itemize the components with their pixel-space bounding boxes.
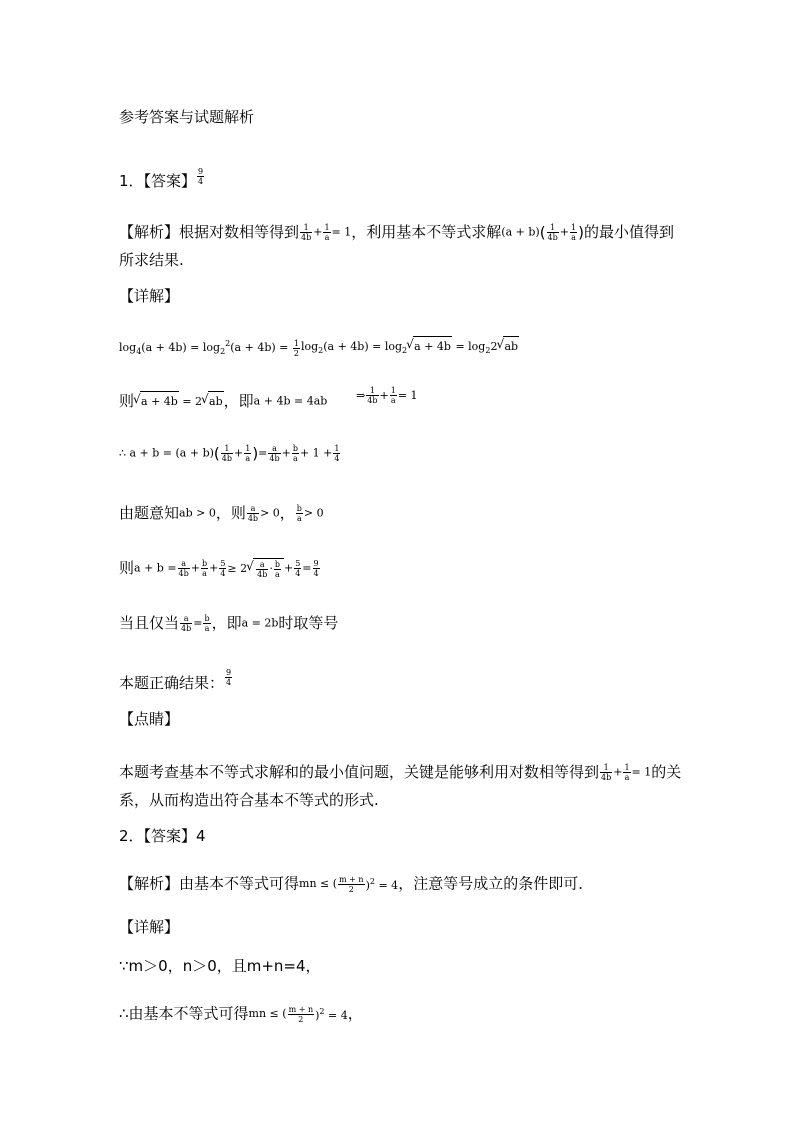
q1-sum-expansion: ∴ a + b = (a + b)( $\frac{1}{4b}$ + $\frac{1}{a}$ )= $\frac{a}{4b}$ + $\frac{b}{a}$ + 1 + $\frac{1}{4}$: [119, 444, 340, 463]
q1-answer: [119, 167, 699, 191]
q1-point-line2: 系，从而构造出符合基本不等式的形式.: [119, 791, 379, 809]
q1-point-heading: 【点睛】: [119, 710, 180, 728]
q1-analysis: 【解析】根据对数相等得到 $\frac{1}{4b}$ + $\frac{1}{a}$ = 1，利用基本不等式求解(a + b)( $\frac{1}{4b}$ + $\frac{1}{a}$ )的最小值得到: [119, 223, 674, 242]
q2-detail-heading: 【详解】: [119, 918, 180, 936]
q2-given: ∵m＞0，n＞0，且m+n=4，: [119, 957, 321, 975]
q1-known-condition: 由题意知ab > 0，则 $\frac{a}{4b}$ > 0， $\frac{b}{a}$ > 0: [119, 504, 324, 523]
q1-then-line: 则√ a + 4b = 2√ ab，即a + 4b = 4ab ⇒ $\frac{1}{4b}$ + $\frac{1}{a}$ $^{= 1}$: [119, 391, 699, 412]
q1-result: 本题正确结果： $\frac{9}{4}$: [119, 668, 232, 692]
formula-fraction: $\frac{1}{4b}$: [301, 223, 312, 242]
formula-inline: (a + b): [501, 225, 540, 239]
q2-answer: 2．【答案】4: [119, 827, 206, 845]
q1-label: 1．【答案】: [119, 172, 197, 190]
q1-inequality: 则a + b = $\frac{a}{4b}$ + $\frac{b}{a}$ + $\frac{5}{4}$ ≥ 2 √ $\frac{a}{4b}$ · $\frac{b}{a}$ + $\frac{5}{4}$ = $\frac{9}{4}$: [119, 558, 699, 579]
q1-equality-condition: 当且仅当 $\frac{a}{4b}$ = $\frac{b}{a}$ ，即a = 2b时取等号: [119, 614, 339, 633]
q1-detail-heading: 【详解】: [119, 287, 180, 305]
q1-answer-fraction: $\frac{9}{4}$: [198, 167, 204, 186]
q2-analysis: 【解析】由基本不等式可得mn ≤ ( $\frac{m + n}{2}$ )$^2$ = 4，注意等号成立的条件即可．: [119, 874, 594, 894]
q1-log-equation: $\log_4(a + 4b) = \log_2^2(a + 4b)$ = $\frac{1}{2}$ $\log_2(a + 4b) = \log_2√$ $a + 4b = \log_22√$ ab: [119, 334, 699, 362]
q2-therefore: ∴由基本不等式可得mn ≤ ( $\frac{m + n}{2}$ )$^2$ = 4，: [119, 1004, 363, 1024]
page-title: 参考答案与试题解析: [119, 108, 255, 126]
q1-analysis-line2: 所求结果.: [119, 251, 184, 269]
q1-point-text: 本题考查基本不等式求解和的最小值问题，关键是能够利用对数相等得到 $\frac{1}{4b}$ + $\frac{1}{a}$ = 1的关: [119, 763, 682, 782]
